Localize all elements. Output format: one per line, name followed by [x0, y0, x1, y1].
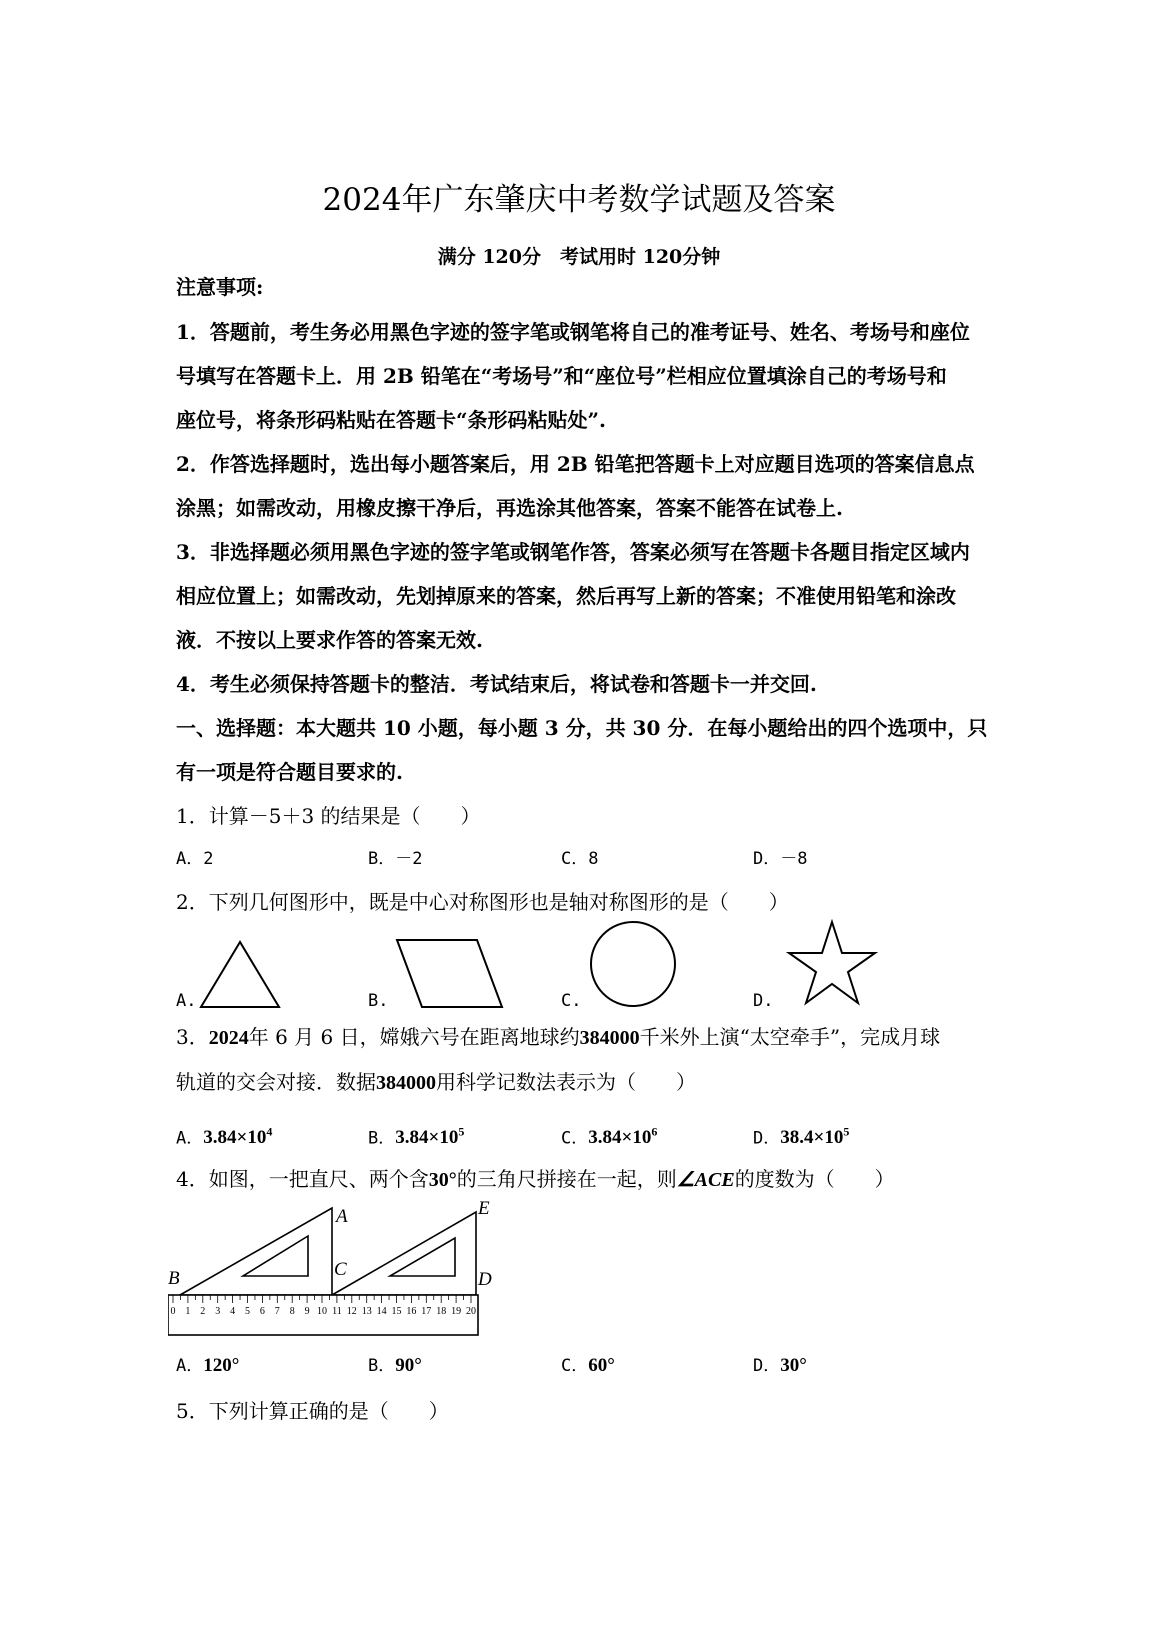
notes-line: 1．答题前，考生务必用黑色字迹的签字笔或钢笔将自己的准考证号、姓名、考场号和座位: [176, 320, 970, 344]
triangle-ruler-left-inner: [243, 1236, 308, 1276]
q4-text-middle: 的三角尺拼接在一起，则: [456, 1167, 677, 1191]
option-value: 120°: [203, 1355, 240, 1376]
option-value: 60°: [588, 1355, 615, 1376]
option-value: $3.84\times 10^6$: [588, 1125, 658, 1149]
q3-text-line2a: 轨道的交会对接．数据: [176, 1070, 376, 1094]
ruler-tick-label: 7: [274, 1306, 280, 1317]
q3-option-d[interactable]: [753, 1119, 849, 1151]
notes-line: 2．作答选择题时，选出每小题答案后，用 2B 铅笔把答题卡上对应题目选项的答案信息点: [176, 452, 975, 476]
option-label: B．: [368, 1356, 396, 1376]
notes-line: 4．考生必须保持答题卡的整洁．考试结束后，将试卷和答题卡一并交回.: [176, 672, 817, 696]
triangle-ruler-left: [180, 1208, 332, 1295]
q2-option-c-label[interactable]: C.: [561, 991, 582, 1011]
option-value: $3.84\times 10^5$: [395, 1125, 465, 1149]
q1-option-c[interactable]: C．8: [561, 849, 599, 869]
q4-angle: 30°: [428, 1169, 457, 1191]
ruler-tick-label: 19: [451, 1306, 462, 1317]
ruler-tick-label: 17: [421, 1306, 432, 1317]
q3-option-c[interactable]: [561, 1119, 657, 1151]
q1-option-a[interactable]: A．2: [176, 849, 214, 869]
option-value: 30°: [780, 1355, 807, 1376]
ruler-tick-label: 20: [466, 1306, 476, 1317]
q4-option-d[interactable]: [753, 1352, 807, 1379]
q2-option-a-label[interactable]: A.: [176, 991, 197, 1011]
q4-option-a[interactable]: [176, 1352, 239, 1379]
section1-heading-cont: 有一项是符合题目要求的.: [176, 760, 403, 784]
option-value: 90°: [395, 1355, 422, 1376]
q3-option-b[interactable]: [368, 1119, 464, 1151]
option-label: C．: [561, 1356, 589, 1376]
ruler-tick-label: 2: [200, 1306, 206, 1317]
ruler-tick-label: 18: [436, 1306, 447, 1317]
ruler-tick-label: 6: [259, 1306, 265, 1317]
q2-stem: 2．下列几何图形中，既是中心对称图形也是轴对称图形的是（ ）: [176, 890, 789, 914]
notes-line: 相应位置上；如需改动，先划掉原来的答案，然后再写上新的答案；不准使用铅笔和涂改: [176, 584, 956, 608]
ruler-tick-label: 9: [304, 1306, 310, 1317]
ruler-tick-label: 11: [332, 1306, 342, 1317]
option-label: B．: [368, 1128, 396, 1149]
ruler-tick-label: 12: [346, 1306, 357, 1317]
q4-text-prefix: 4．如图，一把直尺、两个含: [176, 1167, 429, 1191]
q4-option-c[interactable]: [561, 1352, 615, 1379]
q4-target-angle: ∠ACE: [676, 1169, 735, 1191]
option-label: D．: [753, 1356, 781, 1376]
option-label: D．: [753, 1128, 781, 1149]
q3-data: 384000: [376, 1072, 436, 1094]
point-label-b: B: [168, 1268, 180, 1289]
q4-stem: [176, 1165, 895, 1194]
ruler-tick-label: 3: [215, 1306, 221, 1317]
triangle-icon: [201, 942, 279, 1007]
q3-text-part1: 年 6 月 6 日，嫦娥六号在距离地球约: [248, 1025, 580, 1049]
parallelogram-icon: [397, 940, 502, 1007]
ruler-tick-label: 13: [361, 1306, 372, 1317]
q3-text-line2b: 用科学记数法表示为（ ）: [436, 1070, 696, 1094]
q4-option-b[interactable]: [368, 1352, 422, 1379]
page-subtitle: 满分 120分 考试用时 120分钟: [437, 246, 721, 268]
ruler-tick-label: 15: [391, 1306, 402, 1317]
notes-line: 座位号，将条形码粘贴在答题卡“条形码粘贴处”.: [176, 408, 606, 432]
ruler-tick-label: 16: [406, 1306, 417, 1317]
point-label-a: A: [336, 1206, 348, 1227]
q2-option-d-label[interactable]: D.: [753, 991, 774, 1011]
circle-icon: [591, 922, 675, 1006]
q3-distance: 384000: [579, 1027, 640, 1049]
option-value: $3.84\times 10^4$: [203, 1125, 273, 1149]
q3-text-part2: 千米外上演“太空牵手”，完成月球: [639, 1025, 941, 1049]
ruler-tick-label: 0: [170, 1306, 176, 1317]
q3-stem-line2: [176, 1068, 696, 1097]
ruler-tick-label: 1: [185, 1306, 191, 1317]
star-icon: [789, 922, 875, 1003]
point-label-e: E: [478, 1200, 490, 1219]
q4-figure: [168, 1200, 508, 1350]
ruler-tick-label: 8: [289, 1306, 295, 1317]
notes-line: 液．不按以上要求作答的答案无效.: [176, 628, 483, 652]
q4-text-suffix: 的度数为（ ）: [734, 1167, 895, 1191]
q3-prefix: 3．: [176, 1025, 209, 1049]
notes-heading: 注意事项:: [176, 275, 264, 299]
q2-option-b-label[interactable]: B.: [368, 991, 389, 1011]
option-label: A．: [176, 1356, 204, 1376]
q3-year: 2024: [208, 1027, 249, 1049]
notes-line: 涂黑；如需改动，用橡皮擦干净后，再选涂其他答案，答案不能答在试卷上.: [176, 496, 843, 520]
option-label: A．: [176, 1128, 204, 1149]
q1-option-d[interactable]: D．－8: [753, 849, 808, 869]
ruler-tick-label: 10: [317, 1306, 327, 1317]
ruler-tick-label: 4: [230, 1306, 236, 1317]
page-title: 2024年广东肇庆中考数学试题及答案: [322, 182, 836, 218]
ruler-tick-label: 5: [245, 1306, 250, 1317]
notes-line: 号填写在答题卡上．用 2B 铅笔在“考场号”和“座位号”栏相应位置填涂自己的考场号和: [176, 364, 947, 388]
point-label-c: C: [334, 1259, 347, 1280]
option-value: $38.4\times 10^5$: [780, 1125, 850, 1149]
notes-line: 3．非选择题必须用黑色字迹的签字笔或钢笔作答，答案必须写在答题卡各题目指定区域内: [176, 540, 970, 564]
section1-heading: 一、选择题：本大题共 10 小题，每小题 3 分，共 30 分．在每小题给出的四个选项中，只: [176, 716, 988, 740]
q1-stem: 1．计算－5＋3 的结果是（ ）: [176, 804, 481, 828]
option-label: C．: [561, 1128, 589, 1149]
point-label-d: D: [478, 1269, 492, 1290]
q1-option-b[interactable]: B．－2: [368, 849, 423, 869]
q3-stem-line1: [176, 1023, 940, 1052]
q5-stem: 5．下列计算正确的是（ ）: [176, 1399, 449, 1423]
ruler-tick-label: 14: [376, 1306, 387, 1317]
q3-option-a[interactable]: [176, 1119, 272, 1151]
